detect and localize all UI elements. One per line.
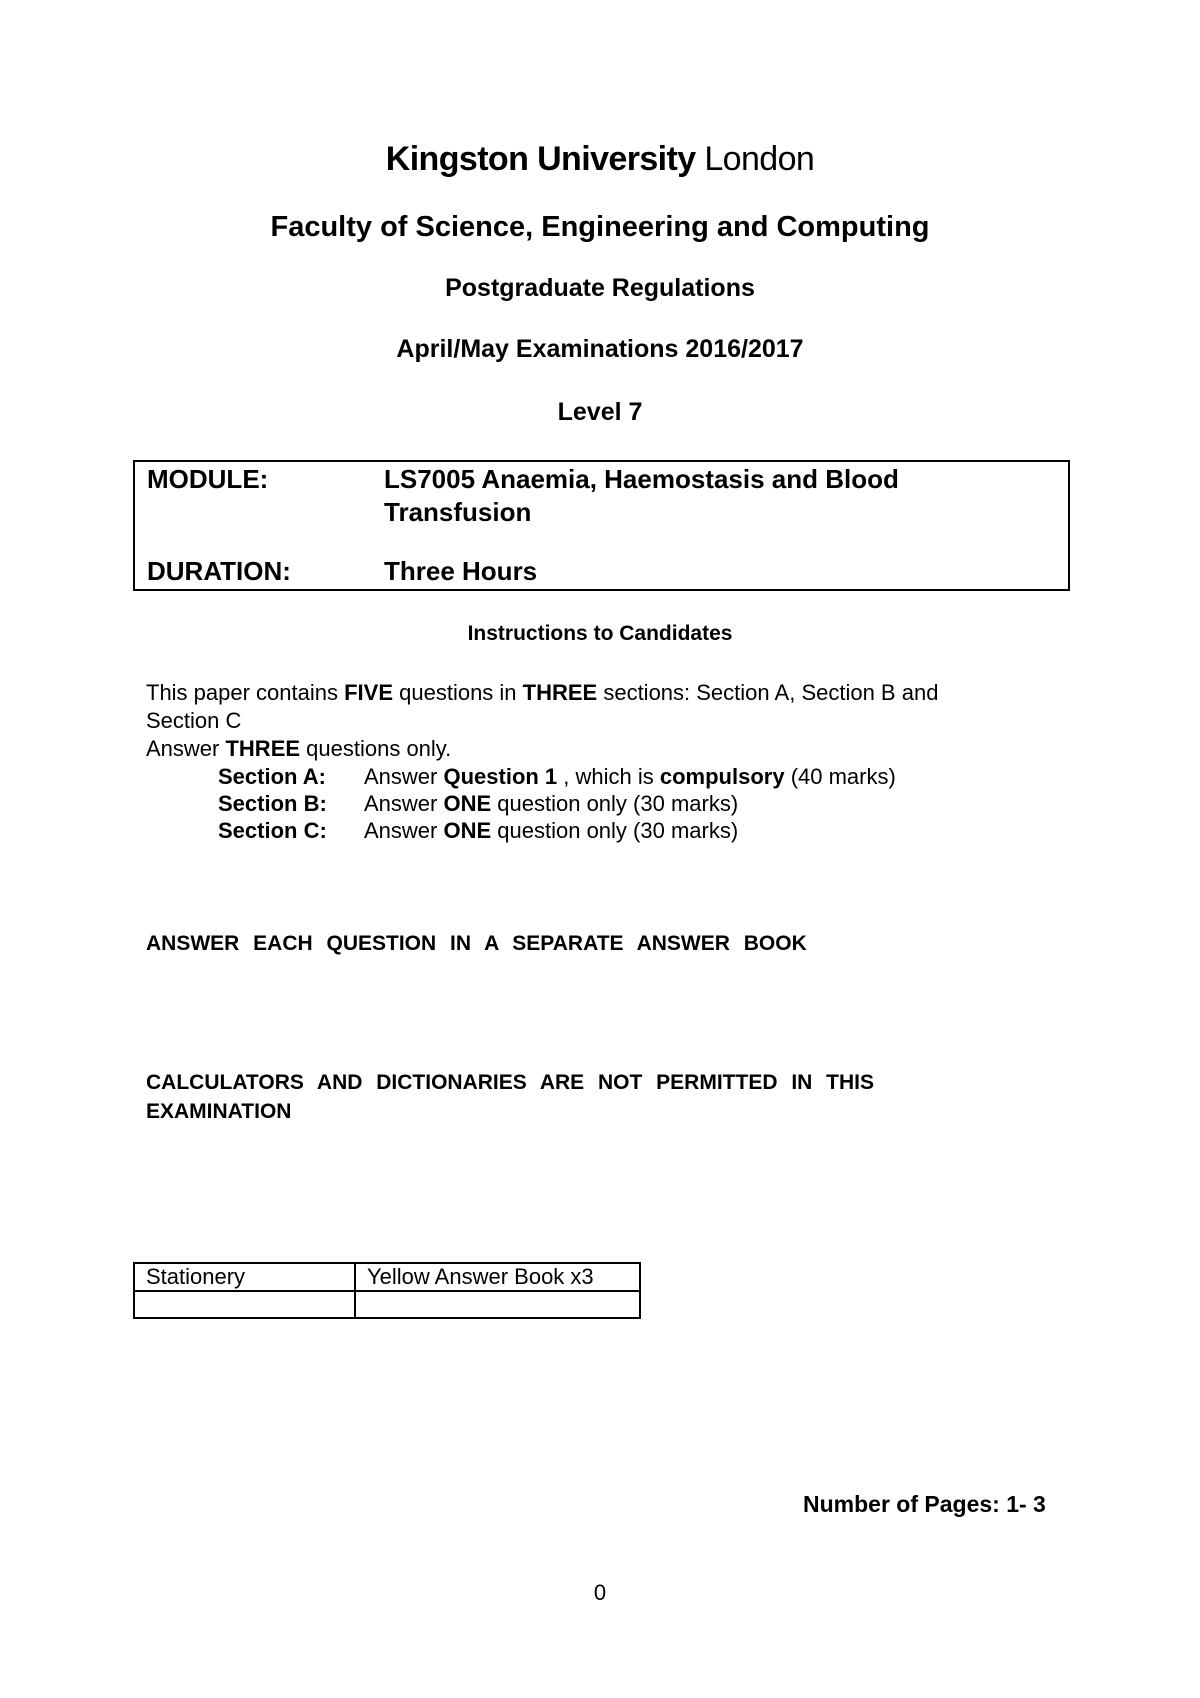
- table-cell: [134, 1291, 355, 1318]
- instructions-line1: [146, 679, 938, 707]
- instructions-text: Answer: [146, 736, 226, 761]
- module-name-line1: LS7005 Anaemia, Haemostasis and Blood: [384, 464, 899, 494]
- section-b-label: Section B:: [218, 791, 327, 816]
- instructions-text: questions in: [393, 680, 523, 705]
- stationery-table: [133, 1262, 641, 1319]
- section-text: question only (30 marks): [491, 791, 739, 816]
- instructions-text: questions only.: [300, 736, 452, 761]
- section-text: Answer: [364, 764, 444, 789]
- section-text: question only (30 marks): [491, 818, 739, 843]
- module-label: MODULE:: [147, 464, 269, 494]
- table-cell: [355, 1291, 640, 1318]
- section-text: Answer: [364, 791, 444, 816]
- module-name-line2: Transfusion: [384, 497, 532, 527]
- section-emphasis: ONE: [443, 818, 492, 843]
- university-logo: [0, 140, 1200, 179]
- logo-light-text: London: [704, 140, 815, 178]
- page-number: 0: [593, 1580, 607, 1605]
- table-row: [134, 1291, 640, 1318]
- table-row: [134, 1263, 640, 1291]
- instructions-line2: Section C: [146, 708, 242, 733]
- section-a-text: [364, 764, 896, 790]
- instructions-line3: [146, 735, 451, 763]
- instructions-emphasis: FIVE: [344, 680, 394, 705]
- section-text: (40 marks): [784, 764, 896, 789]
- instructions-text: This paper contains: [146, 680, 345, 705]
- instructions-text: sections: Section A, Section B and: [597, 680, 939, 705]
- instructions-title: Instructions to Candidates: [467, 622, 733, 645]
- module-box: [133, 460, 1070, 591]
- level-title: Level 7: [557, 398, 643, 426]
- duration-value: Three Hours: [384, 556, 538, 586]
- section-a-label: Section A:: [218, 764, 326, 789]
- separate-book-notice: ANSWER EACH QUESTION IN A SEPARATE ANSWER BOOK: [146, 932, 807, 955]
- section-text: , which is: [557, 764, 660, 789]
- section-emphasis: ONE: [443, 791, 492, 816]
- calculators-notice-line1: CALCULATORS AND DICTIONARIES ARE NOT PERMITTED IN THIS: [146, 1071, 874, 1094]
- section-c-label: Section C:: [218, 818, 327, 843]
- calculators-notice-line2: EXAMINATION: [146, 1100, 292, 1123]
- logo-bold-text: Kingston University: [385, 140, 696, 178]
- table-cell: Stationery: [134, 1263, 355, 1291]
- instructions-emphasis: THREE: [225, 736, 301, 761]
- faculty-title: Faculty of Science, Engineering and Computing: [270, 211, 930, 243]
- section-emphasis: Question 1: [443, 764, 558, 789]
- regulations-title: Postgraduate Regulations: [445, 274, 755, 302]
- section-emphasis: compulsory: [659, 764, 785, 789]
- section-b-text: [364, 791, 738, 817]
- section-c-text: [364, 818, 738, 844]
- examinations-title: April/May Examinations 2016/2017: [396, 335, 804, 363]
- section-text: Answer: [364, 818, 444, 843]
- table-cell: Yellow Answer Book x3: [355, 1263, 640, 1291]
- number-of-pages: Number of Pages: 1- 3: [803, 1491, 1046, 1517]
- duration-label: DURATION:: [147, 556, 291, 586]
- instructions-emphasis: THREE: [522, 680, 598, 705]
